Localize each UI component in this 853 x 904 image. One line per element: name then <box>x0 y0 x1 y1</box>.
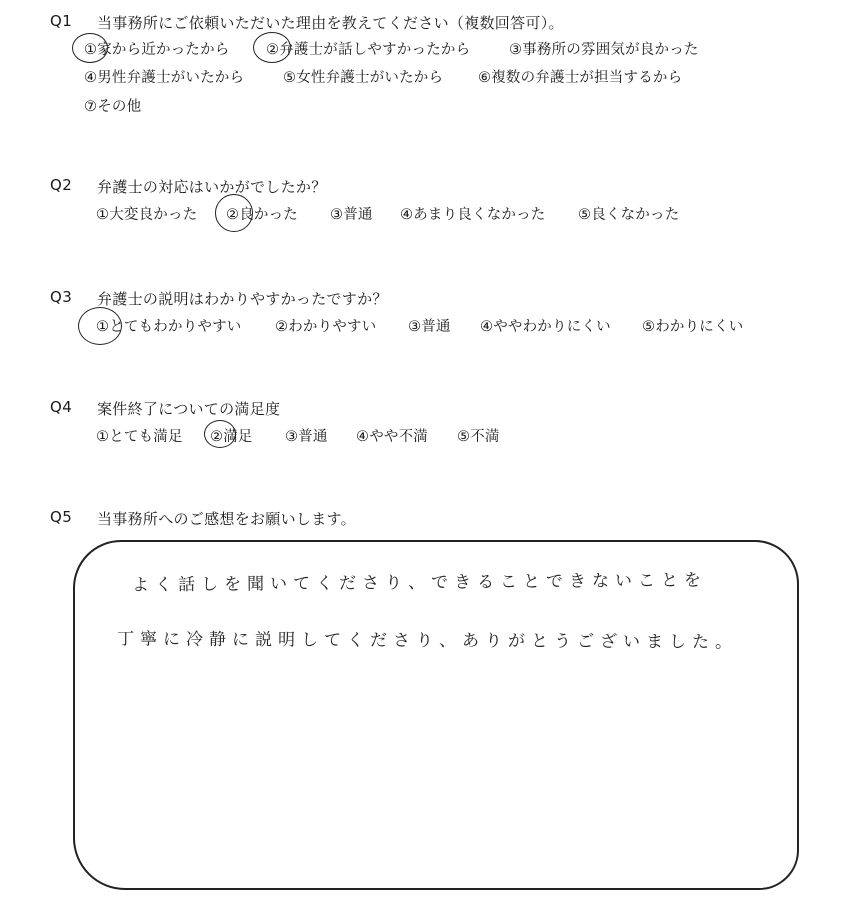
q4-option-4: ④やや不満 <box>356 429 428 445</box>
q4-label: Q4 <box>50 398 73 416</box>
q2-text: 弁護士の対応はいかがでしたか？ <box>97 178 327 196</box>
q3-option-3: ③普通 <box>408 319 451 335</box>
q2-label: Q2 <box>50 176 73 194</box>
q3-option-2: ②わかりやすい <box>275 319 377 335</box>
q2-option-2: ②良かった <box>226 207 298 223</box>
q4-option-3: ③普通 <box>285 429 328 445</box>
q5-text: 当事務所へのご感想をお願いします。 <box>97 510 356 528</box>
q1-option-5: ⑤女性弁護士がいたから <box>283 70 444 86</box>
q2-option-5: ⑤良くなかった <box>578 207 680 223</box>
q3-option-1: ①とてもわかりやすい <box>96 319 242 335</box>
comment-line-1: よく話しを聞いてくださり、できることできないことを <box>131 570 708 596</box>
q4-option-5: ⑤不満 <box>457 429 500 445</box>
q1-label: Q1 <box>50 12 73 30</box>
q4-text: 案件終了についての満足度 <box>97 400 281 418</box>
q2-option-3: ③普通 <box>330 207 373 223</box>
q3-label: Q3 <box>50 288 73 306</box>
q1-option-1: ①家から近かったから <box>84 42 230 58</box>
q3-text: 弁護士の説明はわかりやすかったですか？ <box>97 290 388 308</box>
q3-option-5: ⑤わかりにくい <box>642 319 744 335</box>
q4-option-2: ②満足 <box>210 429 253 445</box>
q1-option-4: ④男性弁護士がいたから <box>84 70 245 86</box>
q2-option-4: ④あまり良くなかった <box>400 207 546 223</box>
q2-option-1: ①大変良かった <box>96 207 198 223</box>
q4-option-1: ①とても満足 <box>96 429 183 445</box>
comment-line-2: 丁寧に冷静に説明してくださり、ありがとうございました。 <box>116 629 739 653</box>
q1-text: 当事務所にご依頼いただいた理由を教えてください（複数回答可）。 <box>97 14 564 32</box>
q1-option-3: ③事務所の雰囲気が良かった <box>509 42 699 58</box>
q5-label: Q5 <box>50 508 73 526</box>
q1-option-6: ⑥複数の弁護士が担当するから <box>478 70 683 86</box>
q3-option-4: ④ややわかりにくい <box>480 319 611 335</box>
q1-option-7: ⑦その他 <box>84 99 142 115</box>
q1-option-2: ②弁護士が話しやすかったから <box>266 42 471 58</box>
